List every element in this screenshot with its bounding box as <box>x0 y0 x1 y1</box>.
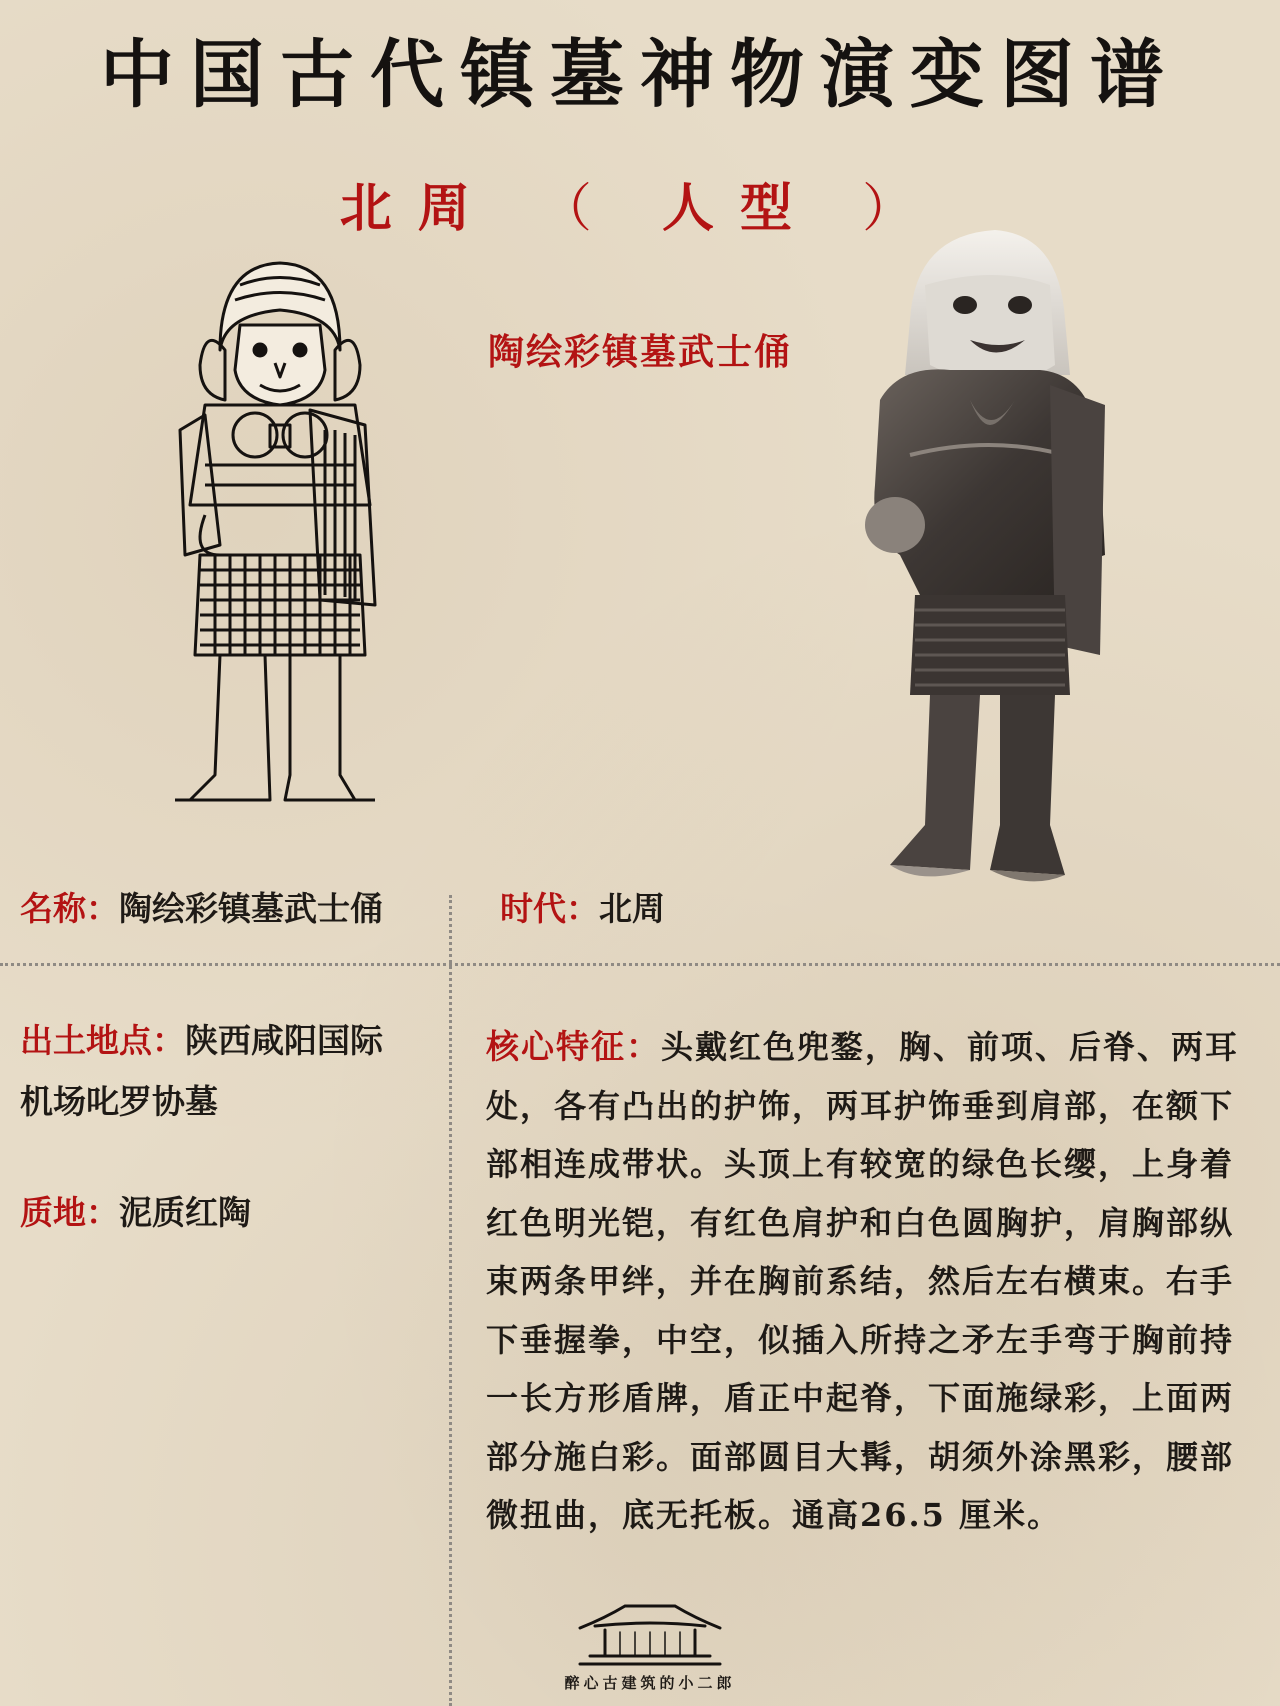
watermark-text: 醉心古建筑的小二郎 <box>564 1674 736 1692</box>
site-value-line2: 机场叱罗协墓 <box>20 1082 218 1121</box>
dynasty-label: 北周 <box>339 178 496 239</box>
era-label: 时代： <box>500 889 599 928</box>
horizontal-divider <box>0 963 1280 966</box>
features-label: 核心特征： <box>486 1027 661 1066</box>
era-field <box>500 889 665 928</box>
page-title: 中国古代镇墓神物演变图谱 <box>100 32 1180 118</box>
site-field <box>20 1021 383 1060</box>
material-value: 泥质红陶 <box>119 1193 251 1232</box>
site-label: 出土地点： <box>20 1021 185 1060</box>
name-field <box>20 889 383 928</box>
name-label: 名称： <box>20 889 119 928</box>
warrior-figurine-photo <box>850 225 1130 895</box>
vertical-divider <box>449 895 452 1706</box>
material-label: 质地： <box>20 1193 119 1232</box>
era-value: 北周 <box>599 889 665 928</box>
name-value: 陶绘彩镇墓武士俑 <box>119 889 383 928</box>
material-field <box>20 1193 251 1232</box>
figure-type-label: 人型 <box>662 178 819 239</box>
open-paren: （ <box>539 179 618 239</box>
warrior-line-drawing <box>160 255 400 815</box>
close-paren: ） <box>862 179 941 239</box>
pavilion-logo-icon <box>575 1598 725 1668</box>
features-text: 头戴红色兜鍪，胸、前项、后脊、两耳处，各有凸出的护饰，两耳护饰垂到肩部，在额下部相连成带状。头顶上有较宽的绿色长缨，上身着红色明光铠，有红色肩护和白色圆胸护，肩胸部纵束两条甲绊，并在胸前系结，然后左右横束。右手下垂握拳，中空，似插入所持之矛左手弯于胸前持一长方形盾牌，盾正中起脊，下面施绿彩，上面两部分施白彩。面部圆目大髯，胡须外涂黑彩，腰部微扭曲，底无托板。通高26.5 厘米。 <box>486 1028 1240 1534</box>
core-features <box>486 1018 1266 1545</box>
artifact-title: 陶绘彩镇墓武士俑 <box>487 331 792 373</box>
site-value-line1: 陕西咸阳国际 <box>185 1021 383 1060</box>
